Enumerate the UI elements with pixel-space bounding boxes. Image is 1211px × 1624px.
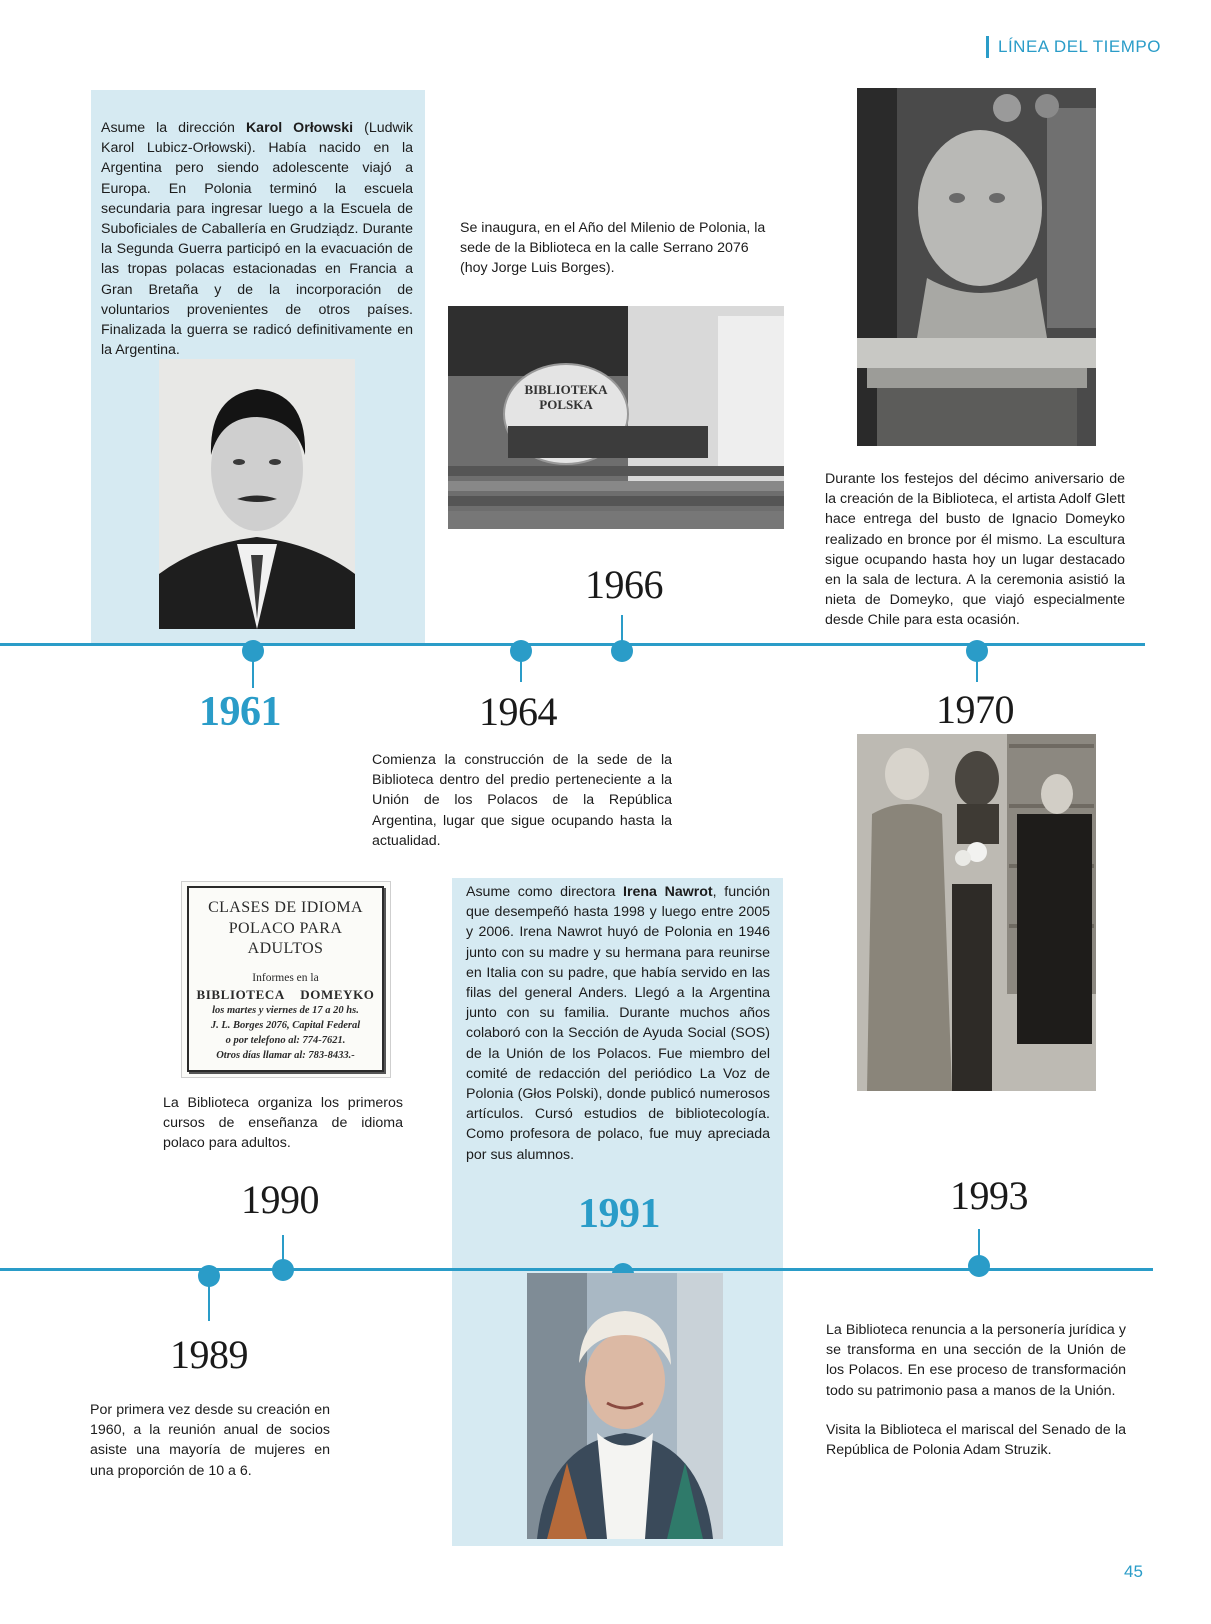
clipping-line-3: o por telefono al: 774-7621.	[225, 1034, 346, 1046]
stem-1989	[208, 1285, 210, 1321]
entry-1991-text-start: Asume como directora	[466, 884, 624, 900]
marker-1989	[198, 1265, 220, 1287]
entry-1961-text-end: (Ludwik Karol Lubicz-Orłowski). Había nacido en la Argentina pero siendo adolescente viajó a Europa. En Polonia terminó la escuela secundaria para ingresar luego a la Escuela de Suboficiales de Caballería en Grudziądz. Durante la Segunda Guerra participó en la evacuación de las tropas polacas estacionadas en Francia a Gran Bretaña y de la incorporación de voluntarios provenientes de otros países. Finalizada la guerra se radicó definitivamente en la Argentina.	[101, 120, 413, 359]
section-header: LÍNEA DEL TIEMPO	[986, 36, 1161, 58]
entry-1991-text	[466, 882, 770, 1165]
karol-orlowski-name: Karol Orłowski	[245, 120, 354, 136]
entry-1961-text	[101, 118, 413, 360]
year-1966: 1966	[585, 562, 663, 607]
marker-1990	[272, 1259, 294, 1281]
entry-1993-text-b: Visita la Biblioteca el mariscal del Senado de la República de Polonia Adam Struzik.	[826, 1422, 1126, 1459]
marker-1961	[242, 640, 264, 662]
year-1961: 1961	[199, 689, 281, 735]
entry-1989-text: Por primera vez desde su creación en 1960, a la reunión anual de socios asiste una mayoría de mujeres en una proporción de 10 a 6.	[90, 1402, 330, 1479]
photo-domeyko-bust	[857, 88, 1096, 446]
entry-1993-text-a: La Biblioteca renuncia a la personería jurídica y se transforma en una sección de la Unión de los Polacos. En ese proceso de transformación todo su patrimonio pasa a manos de la Unión.	[826, 1322, 1126, 1399]
clipping-title-line1: CLASES DE IDIOMA	[208, 899, 363, 916]
photo-irena-nawrot	[527, 1273, 723, 1539]
stem-1964	[520, 660, 522, 682]
year-1993: 1993	[950, 1173, 1028, 1218]
stem-1966	[621, 615, 623, 643]
clipping-line-1: los martes y viernes de 17 a 20 hs.	[212, 1004, 359, 1016]
clipping-polish-classes	[181, 881, 391, 1078]
photo-karol-orlowski	[159, 359, 355, 629]
clipping-line-2: J. L. Borges 2076, Capital Federal	[210, 1019, 361, 1031]
page-number: 45	[1124, 1562, 1143, 1581]
sign-text-line2: POLSKA	[539, 397, 593, 412]
clipping-info: Informes en la	[252, 971, 319, 984]
year-1970: 1970	[936, 687, 1014, 732]
entry-1961-text-start: Asume la dirección	[101, 120, 246, 136]
stem-1970	[976, 660, 978, 682]
marker-1970	[966, 640, 988, 662]
year-1964: 1964	[479, 689, 557, 734]
clipping-line-4: Otros días llamar al: 783-8433.-	[216, 1049, 355, 1061]
photo-biblioteka-sign	[448, 306, 784, 529]
clipping-org-2: DOMEYKO	[300, 986, 375, 1002]
stem-1961	[252, 660, 254, 688]
marker-1964	[510, 640, 532, 662]
entry-1970-text: Durante los festejos del décimo aniversario de la creación de la Biblioteca, el artista Adolf Glett hace entrega del busto de Ignacio Domeyko realizado en bronce por él mismo. La escultura sigue ocupando hasta hoy un lugar destacado en la sala de lectura. A la ceremonia asistió la nieta de Domeyko, que viajó especialmente desde Chile para esta ocasión.	[825, 471, 1125, 629]
clipping-org-1: BIBLIOTECA	[196, 986, 285, 1002]
clipping-title	[189, 888, 382, 960]
clipping-title-line3: ADULTOS	[247, 940, 324, 957]
clipping-org	[189, 986, 382, 1003]
entry-1990-text: La Biblioteca organiza los primeros cursos de enseñanza de idioma polaco para adultos.	[163, 1095, 403, 1152]
photo-ceremony-1970	[857, 734, 1096, 1091]
entry-1966-text: Se inaugura, en el Año del Milenio de Polonia, la sede de la Biblioteca en la calle Serrano 2076 (hoy Jorge Luis Borges).	[460, 220, 766, 277]
entry-1964-text: Comienza la construcción de la sede de la Biblioteca dentro del predio perteneciente a la Unión de los Polacos de la República Argentina, lugar que sigue ocupando hasta la actualidad.	[372, 752, 672, 849]
marker-1993	[968, 1255, 990, 1277]
year-1989: 1989	[170, 1332, 248, 1377]
marker-1966	[611, 640, 633, 662]
year-1990: 1990	[241, 1177, 319, 1222]
clipping-frame	[187, 886, 384, 1072]
clipping-title-line2: POLACO PARA	[228, 919, 343, 937]
year-1991: 1991	[578, 1191, 660, 1237]
sign-text-line1: BIBLIOTEKA	[524, 382, 608, 397]
entry-1991-text-end: , función que desempeñó hasta 1998 y luego entre 2005 y 2006. Irena Nawrot huyó de Polonia en 1946 junto con su madre y su hermana para reunirse en Italia con su padre, que había servido en las filas del general Anders. Llegó a la Argentina junto con su familia. Durante muchos años colaboró con la Sección de Ayuda Social (SOS) de la Unión de los Polacos. Fue miembro del comité de redacción del periódico La Voz de Polonia (Głos Polski), donde publicó numerosos artículos. Cursó estudios de bibliotecología. Como profesora de polaco, fue muy apreciada por sus alumnos.	[466, 884, 771, 1163]
irena-nawrot-name: Irena Nawrot	[623, 884, 713, 900]
